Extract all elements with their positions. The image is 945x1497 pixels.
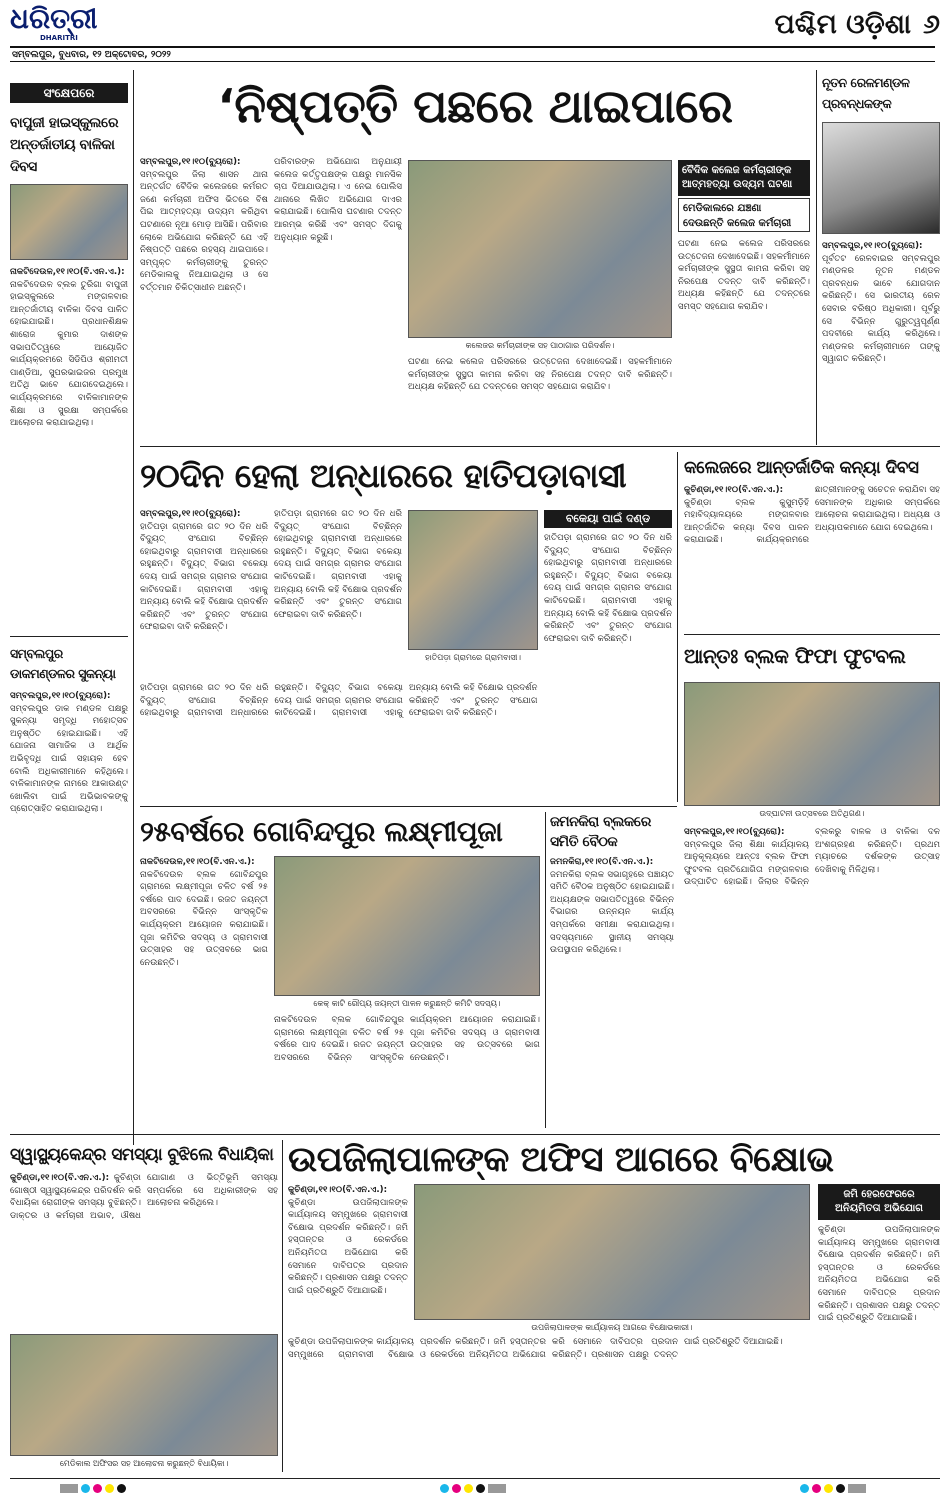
lead-body-mid: ପରିବାରଙ୍କ ଅଭିଯୋଗ ଅନୁଯାୟୀ କଲେଜ କର୍ତ୍ତୃପକ୍ଷଙ୍କ ପକ୍ଷରୁ ମାନସିକ ଚାପ ଦିଆଯାଉଥିଲା। ଏ ନେଇ ପୋଲିସ ଥାନାରେ ଲିଖିତ ଅଭିଯୋଗ ଦାଏର କରାଯାଇଛି। ପୋଲିସ ଘଟଣାର ତଦନ୍ତ ଆରମ୍ଭ କରିଛି ଏବଂ ସମସ୍ତ ଦିଗକୁ ଅନୁଧ୍ୟାନ କରୁଛି। xyxy=(274,157,402,243)
rail-portrait xyxy=(822,122,940,234)
puja-body-cont: ନାକଟିଦେଉଳ ବ୍ଲକ ଗୋବିନ୍ଦପୁର ଗ୍ରାମରେ ଲକ୍ଷ୍ମୀପୂଜା ଚଳିତ ବର୍ଷ ୨୫ ବର୍ଷରେ ପାଦ ଦେଇଛି। ରଜତ ଜୟନ୍ତୀ ଅବସରରେ ବିଭିନ୍ନ ସାଂସ୍କୃତିକ କାର୍ଯ୍ୟକ୍ରମ ଆୟୋଜନ କରାଯାଇଛି। ପୂଜା କମିଟିର ସଦସ୍ୟ ଓ ଗ୍ରାମବାସୀ ଉତ୍ସାହର ସହ ଉତ୍ସବରେ ଭାଗ ନେଉଛନ୍ତି। xyxy=(274,1015,540,1063)
protest-dateline: କୁଚିଣ୍ଡା,୧୧।୧୦(ବି.ଏନ.ଏ.): xyxy=(288,1185,388,1195)
dark-body-cont: ହାତିପଡ଼ା ଗ୍ରାମରେ ଗତ ୨୦ ଦିନ ଧରି ବିଦ୍ୟୁତ୍ ସଂଯୋଗ ବିଚ୍ଛିନ୍ନ ହୋଇଥିବାରୁ ଗ୍ରାମବାସୀ ଅନ୍ଧାରରେ ରହୁଛନ୍ତି। ବିଦ୍ୟୁତ୍ ବିଭାଗ ବକେୟା ଦେୟ ପାଇଁ ସମଗ୍ର ଗ୍ରାମର ସଂଯୋଗ କାଟିଦେଇଛି। ଗ୍ରାମବାସୀ ଏହାକୁ ଅନ୍ୟାୟ ବୋଲି କହି ବିକ୍ଷୋଭ ପ୍ରଦର୍ଶନ କରିଛନ୍ତି ଏବଂ ତୁରନ୍ତ ସଂଯୋଗ ଫେରାଇବା ଦାବି କରିଛନ୍ତି। xyxy=(274,509,402,620)
section-header xyxy=(700,4,940,46)
protest-continuation xyxy=(288,1336,810,1472)
committee-article xyxy=(550,856,674,1126)
dark-continuation xyxy=(140,682,672,800)
dark-col-3 xyxy=(544,532,672,678)
fifa-body: ସମ୍ବଲପୁର ଜିଲା ଶିକ୍ଷା କାର୍ଯ୍ୟାଳୟ ଆନୁକୂଲ୍ୟରେ ଆନ୍ତଃ ବ୍ଲକ ଫିଫା ଫୁଟବଲ ପ୍ରତିଯୋଗିତା ମଙ୍ଗଳବାର ଉଦ୍‌ଘାଟିତ ହୋଇଛି। ଜିଲାର ବିଭିନ୍ନ ବ୍ଲକରୁ ବାଳକ ଓ ବାଳିକା ଦଳ ଅଂଶଗ୍ରହଣ କରିଛନ୍ତି। ପ୍ରଥମ ମ୍ୟାଚରେ ଦର୍ଶକଙ୍କ ଉତ୍ସାହ ଦେଖିବାକୁ ମିଳିଥିଲା। xyxy=(684,827,940,888)
brief2-headline: ସମ୍ବଲପୁର ଡାକମଣ୍ଡଳର ସୁକନ୍ୟା xyxy=(10,646,116,681)
lead-kicker-badge: ବୈଦିକ କଲେଜ କର୍ମଚାରୀଙ୍କ ଆତ୍ମହତ୍ୟା ଉଦ୍ୟମ ଘଟଣା xyxy=(678,160,810,196)
girlday-article xyxy=(684,484,940,626)
health-headline: ସ୍ୱାସ୍ଥ୍ୟକେନ୍ଦ୍ର ସମସ୍ୟା ବୁଝିଲେ ବିଧାୟିକା xyxy=(10,1145,274,1165)
puja-continuation xyxy=(274,1014,540,1126)
dateline-bar xyxy=(10,46,935,62)
newspaper-logo xyxy=(10,4,100,46)
committee-headline: ଜମନକିରା ବ୍ଲକରେ ସମିତି ବୈଠକ xyxy=(550,814,651,850)
dark-caption: ହାତିପଡ଼ା ଗ୍ରାମରେ ଗ୍ରାମବାସୀ। xyxy=(425,653,521,662)
committee-dateline: ଜମନକିରା,୧୧।୧୦(ବି.ଏନ.ଏ.): xyxy=(550,857,654,867)
protest-headline: ଉପଜିଲାପାଳଙ୍କ ଅଫିସ ଆଗରେ ବିକ୍ଷୋଭ xyxy=(288,1140,834,1180)
rail-dateline: ସମ୍ବଲପୁର,୧୧।୧୦(ବ୍ୟୁରୋ): xyxy=(822,241,923,251)
dark-dateline: ସମ୍ବଲପୁର,୧୧।୧୦(ବ୍ୟୁରୋ): xyxy=(140,509,241,519)
lead-headline: ‘ନିଷ୍ପତ୍ତି ପଛରେ ଥାଇପାରେ xyxy=(217,79,733,133)
registration-marks-right xyxy=(800,1484,866,1493)
dark-body-right: ହାତିପଡ଼ା ଗ୍ରାମରେ ଗତ ୨୦ ଦିନ ଧରି ବିଦ୍ୟୁତ୍ ସଂଯୋଗ ବିଚ୍ଛିନ୍ନ ହୋଇଥିବାରୁ ଗ୍ରାମବାସୀ ଅନ୍ଧାରରେ ରହୁଛନ୍ତି। ବିଦ୍ୟୁତ୍ ବିଭାଗ ବକେୟା ଦେୟ ପାଇଁ ସମଗ୍ର ଗ୍ରାମର ସଂଯୋଗ କାଟିଦେଇଛି। ଗ୍ରାମବାସୀ ଏହାକୁ ଅନ୍ୟାୟ ବୋଲି କହି ବିକ୍ଷୋଭ ପ୍ରଦର୍ଶନ କରିଛନ୍ତି ଏବଂ ତୁରନ୍ତ ସଂଯୋଗ ଫେରାଇବା ଦାବି କରିଛନ୍ତି। xyxy=(544,533,672,644)
protest-side-body: କୁଚିଣ୍ଡା ଉପଜିଲାପାଳଙ୍କ କାର୍ଯ୍ୟାଳୟ ସମ୍ମୁଖରେ ଗ୍ରାମବାସୀ ବିକ୍ଷୋଭ ପ୍ରଦର୍ଶନ କରିଛନ୍ତି। ଜମି ହସ୍ତାନ୍ତର ଓ ରେକର୍ଡରେ ଅନିୟମିତତା ଅଭିଯୋଗ କରି ସେମାନେ ଦାବିପତ୍ର ପ୍ରଦାନ କରିଛନ୍ତି। ପ୍ରଶାସନ ପକ୍ଷରୁ ତଦନ୍ତ ପାଇଁ ପ୍ରତିଶ୍ରୁତି ଦିଆଯାଇଛି। xyxy=(818,1225,940,1324)
fifa-article xyxy=(684,826,940,1128)
health-dateline: କୁଚିଣ୍ଡା,୧୧।୧୦(ବି.ଏନ.ଏ.): xyxy=(10,1173,110,1183)
brief-dateline: ନାକଟିଦେଉଳ,୧୧।୧୦(ବି.ଏନ.ଏ.): xyxy=(10,267,125,277)
girlday-headline: କଲେଜରେ ଆନ୍ତର୍ଜାତିକ କନ୍ୟା ଦିବସ xyxy=(684,458,919,478)
lead-photo xyxy=(408,160,672,338)
lead-dateline: ସମ୍ବଲପୁର,୧୧।୧୦(ବ୍ୟୁରୋ): xyxy=(140,157,241,167)
girlday-dateline: କୁଚିଣ୍ଡା,୧୧।୧୦(ବି.ଏନ.ଏ.): xyxy=(684,485,784,495)
dark-col-1 xyxy=(140,508,268,678)
brief-photo xyxy=(10,184,128,260)
fifa-dateline: ସମ୍ବଲପୁର,୧୧।୧୦(ବ୍ୟୁରୋ): xyxy=(684,827,785,837)
logo-text: ଧରିତ୍ରୀ xyxy=(10,4,98,35)
registration-marks-center xyxy=(440,1484,506,1493)
fifa-photo xyxy=(684,682,940,806)
brief-label: ସଂକ୍ଷେପରେ xyxy=(10,83,128,103)
committee-body: ଜମନକିରା ବ୍ଲକ ସଭାଗୃହରେ ପଞ୍ଚାୟତ ସମିତି ବୈଠକ ଅନୁଷ୍ଠିତ ହୋଇଯାଇଛି। ଅଧ୍ୟକ୍ଷଙ୍କ ସଭାପତିତ୍ୱରେ ବିଭିନ୍ନ ବିଭାଗର ଉନ୍ନୟନ କାର୍ଯ୍ୟ ସମ୍ପର୍କରେ ସମୀକ୍ଷା କରାଯାଇଥିଲା। ସଦସ୍ୟମାନେ ସ୍ଥାନୀୟ ସମସ୍ୟା ଉପସ୍ଥାପନ କରିଥିଲେ। xyxy=(550,869,674,956)
lead-col-4 xyxy=(678,238,810,436)
protest-body: କୁଚିଣ୍ଡା ଉପଜିଲାପାଳଙ୍କ କାର୍ଯ୍ୟାଳୟ ସମ୍ମୁଖରେ ଗ୍ରାମବାସୀ ବିକ୍ଷୋଭ ପ୍ରଦର୍ଶନ କରିଛନ୍ତି। ଜମି ହସ୍ତାନ୍ତର ଓ ରେକର୍ଡରେ ଅନିୟମିତତା ଅଭିଯୋଗ କରି ସେମାନେ ଦାବିପତ୍ର ପ୍ରଦାନ କରିଛନ୍ତି। ପ୍ରଶାସନ ପକ୍ଷରୁ ତଦନ୍ତ ପାଇଁ ପ୍ରତିଶ୍ରୁତି ଦିଆଯାଇଛି। xyxy=(288,1197,408,1296)
dark-body-bottom: ହାତିପଡ଼ା ଗ୍ରାମରେ ଗତ ୨୦ ଦିନ ଧରି ବିଦ୍ୟୁତ୍ ସଂଯୋଗ ବିଚ୍ଛିନ୍ନ ହୋଇଥିବାରୁ ଗ୍ରାମବାସୀ ଅନ୍ଧାରରେ ରହୁଛନ୍ତି। ବିଦ୍ୟୁତ୍ ବିଭାଗ ବକେୟା ଦେୟ ପାଇଁ ସମଗ୍ର ଗ୍ରାମର ସଂଯୋଗ କାଟିଦେଇଛି। ଗ୍ରାମବାସୀ ଏହାକୁ ଅନ୍ୟାୟ ବୋଲି କହି ବିକ୍ଷୋଭ ପ୍ରଦର୍ଶନ କରିଛନ୍ତି ଏବଂ ତୁରନ୍ତ ସଂଯୋଗ ଫେରାଇବା ଦାବି କରିଛନ୍ତି। xyxy=(140,683,538,719)
lead-col-3 xyxy=(408,356,672,436)
lead-kicker-sub: ମେଡିକାଲରେ ଯଞ୍ଚଣା ଦେଉଛନ୍ତି କଲେଜ କର୍ମଚାରୀ xyxy=(678,198,810,232)
protest-side-article xyxy=(818,1224,940,1472)
brief2-dateline: ସମ୍ବଲପୁର,୧୧।୧୦(ବ୍ୟୁରୋ): xyxy=(10,691,111,701)
rail-headline: ନୂତନ ରେଳମଣ୍ଡଳ ପ୍ରବନ୍ଧକଙ୍କ xyxy=(822,75,910,111)
dark-kicker: ବକେୟା ପାଇଁ ଦଣ୍ଡ xyxy=(544,510,672,528)
puja-col-1 xyxy=(140,856,268,1126)
page-number: ୬ xyxy=(923,9,940,40)
health-caption: ମେଡିକାଲ ଅଫିସର ସହ ଆଲୋଚନା କରୁଛନ୍ତି ବିଧାୟିକା। xyxy=(59,1459,229,1468)
rail-body: ପୂର୍ବତଟ ରେଳବାଇର ସମ୍ବଲପୁର ମଣ୍ଡଳର ନୂତନ ମଣ୍ଡଳ ପ୍ରବନ୍ଧକ ଭାବେ ଯୋଗଦାନ କରିଛନ୍ତି। ସେ ଭାରତୀୟ ରେଳ ସେବାର ବରିଷ୍ଠ ଅଧିକାରୀ। ପୂର୍ବରୁ ସେ ବିଭିନ୍ନ ଗୁରୁତ୍ୱପୂର୍ଣ୍ଣ ପଦବୀରେ କାର୍ଯ୍ୟ କରିଥିଲେ। ମଣ୍ଡଳର କର୍ମଚାରୀମାନେ ତାଙ୍କୁ ସ୍ୱାଗତ କରିଛନ୍ତି। xyxy=(822,253,940,365)
lead-caption: କଲେଜର କର୍ମଚାରୀଙ୍କ ସହ ପାଠାଗାର ପରିଦର୍ଶନ। xyxy=(465,341,615,350)
rail-article xyxy=(822,240,940,440)
puja-photo xyxy=(274,856,540,996)
fifa-caption: ଉଦ୍‌ଘାଟନୀ ଉତ୍ସବରେ ଅତିଥିଗଣ। xyxy=(759,809,865,818)
brief-headline: ବାପୁଜୀ ହାଇସ୍କୁଲରେ ଅନ୍ତର୍ଜାତୀୟ ବାଳିକା ଦିବସ xyxy=(10,115,119,175)
dark-photo xyxy=(408,510,538,650)
protest-side-badge: ଜମି ହେରଫେରରେ ଅନିୟମିତତା ଅଭିଯୋଗ xyxy=(818,1184,940,1220)
lead-col-2 xyxy=(274,156,402,436)
dark-headline: ୨୦ଦିନ ହେଲା ଅନ୍ଧାରରେ ହାତିପଡ଼ାବାସୀ xyxy=(140,456,627,495)
logo-subtext: DHARITRI xyxy=(40,34,78,42)
health-body: କୁଚିଣ୍ଡା ଗୋଷ୍ଠୀ ସ୍ୱାସ୍ଥ୍ୟକେନ୍ଦ୍ର ପରିଦର୍ଶନ କରି ବିଧାୟିକା ରୋଗୀଙ୍କ ସମସ୍ୟା ବୁଝିଛନ୍ତି। ଡାକ୍ତର ଓ କର୍ମଚାରୀ ଅଭାବ, ଔଷଧ ଯୋଗାଣ ଓ ଭିତ୍ତିଭୂମି ସମସ୍ୟା ସମ୍ପର୍କରେ ସେ ଅଧିକାରୀଙ୍କ ସହ ଆଲୋଚନା କରିଥିଲେ। xyxy=(10,1173,278,1221)
protest-photo xyxy=(414,1184,810,1320)
issue-dateline: ସମ୍ବଲପୁର, ବୁଧବାର, ୧୨ ଅକ୍ଟୋବର, ୨୦୨୨ xyxy=(12,50,171,60)
registration-marks-left xyxy=(60,1484,126,1493)
lead-body-left: ସମ୍ବଲପୁର ଜିଲା ଶାସନ ଥାନା ଅନ୍ତର୍ଗତ ବୈଦିକ କଲେଜରେ କର୍ମରତ ଜଣେ କର୍ମଚାରୀ ଅଫିସ ଭିତରେ ବିଷ ପିଇ ଆତ୍ମହତ୍ୟା ଉଦ୍ୟମ କରିଥିବା ଘଟଣାରେ ନୂଆ ମୋଡ଼ ଆସିଛି। ପରିବାର ଲୋକେ ଅଭିଯୋଗ କରିଛନ୍ତି ଯେ ଏହି ନିଷ୍ପତ୍ତି ପଛରେ ରହସ୍ୟ ଥାଇପାରେ। ସମ୍ପୃକ୍ତ କର୍ମଚାରୀଙ୍କୁ ତୁରନ୍ତ ମେଡିକାଲକୁ ନିଆଯାଇଥିଲା ଓ ସେ ବର୍ତ୍ତମାନ ଚିକିତ୍ସାଧୀନ ଅଛନ୍ତି। xyxy=(140,169,268,293)
section-title: ପଶ୍ଚିମ ଓଡ଼ିଶା xyxy=(774,9,912,40)
protest-caption: ଉପଜିଲାପାଳଙ୍କ କାର୍ଯ୍ୟାଳୟ ଆଗରେ ବିକ୍ଷୋଭକାରୀ। xyxy=(531,1323,693,1332)
brief-body: ନାକଟିଦେଉଳ ବ୍ଲକ ତୁରିଗା ବାପୁଜୀ ହାଇସ୍କୁଲରେ ମଙ୍ଗଳବାର ଆନ୍ତର୍ଜାତୀୟ ବାଳିକା ଦିବସ ପାଳିତ ହୋଇଯାଇଛି। ପ୍ରଧାନଶିକ୍ଷକ ଶାରୋଜ କୁମାର ଦାଶଙ୍କ ସଭାପତିତ୍ୱରେ ଆୟୋଜିତ କାର୍ଯ୍ୟକ୍ରମରେ ସିଡିପିଓ ଶ୍ରୀମତୀ ପାଣ୍ଡିଆ, ସୁପରଭାଇଜର ପ୍ରମୁଖ ଅତିଥି ଭାବେ ଯୋଗଦେଇଥିଲେ। କାର୍ଯ୍ୟକ୍ରମରେ ବାଳିକାମାନଙ୍କ ଶିକ୍ଷା ଓ ସୁରକ୍ଷା ସମ୍ପର୍କରେ ଆଲୋଚନା କରାଯାଇଥିଲା। xyxy=(10,279,128,429)
lead-body-right: ଘଟଣା ନେଇ କଲେଜ ପରିସରରେ ଉତ୍ତେଜନା ଦେଖାଦେଇଛି। ସହକର୍ମୀମାନେ କର୍ମଚାରୀଙ୍କ ସୁସ୍ଥତା କାମନା କରିବା ସହ ନିରପେକ୍ଷ ତଦନ୍ତ ଦାବି କରିଛନ୍ତି। ଅଧ୍ୟକ୍ଷ କହିଛନ୍ତି ଯେ ତଦନ୍ତରେ ସମସ୍ତ ସହଯୋଗ କରାଯିବ। xyxy=(408,357,672,393)
brief-article xyxy=(10,266,128,616)
lead-body-right-cont: ଘଟଣା ନେଇ କଲେଜ ପରିସରରେ ଉତ୍ତେଜନା ଦେଖାଦେଇଛି। ସହକର୍ମୀମାନେ କର୍ମଚାରୀଙ୍କ ସୁସ୍ଥତା କାମନା କରିବା ସହ ନିରପେକ୍ଷ ତଦନ୍ତ ଦାବି କରିଛନ୍ତି। ଅଧ୍ୟକ୍ଷ କହିଛନ୍ତି ଯେ ତଦନ୍ତରେ ସମସ୍ତ ସହଯୋଗ କରାଯିବ। xyxy=(678,239,810,312)
brief2-body: ସମ୍ବଲପୁର ଡାକ ମଣ୍ଡଳ ପକ୍ଷରୁ ସୁକନ୍ୟା ସମୃଦ୍ଧି ମହୋତ୍ସବ ଅନୁଷ୍ଠିତ ହୋଇଯାଇଛି। ଏହି ଯୋଜନା ସାମାଜିକ ଓ ଆର୍ଥିକ ଅଭିବୃଦ୍ଧି ପାଇଁ ସହାୟକ ହେବ ବୋଲି ଅଧିକାରୀମାନେ କହିଥିଲେ। ବାଳିକାମାନଙ୍କ ନାମରେ ଆକାଉଣ୍ଟ ଖୋଲିବା ପାଇଁ ଅଭିଭାବକଙ୍କୁ ପ୍ରୋତ୍ସାହିତ କରାଯାଇଥିଲା। xyxy=(10,703,128,815)
dark-col-2 xyxy=(274,508,402,678)
protest-body-cont: କୁଚିଣ୍ଡା ଉପଜିଲାପାଳଙ୍କ କାର୍ଯ୍ୟାଳୟ ସମ୍ମୁଖରେ ଗ୍ରାମବାସୀ ବିକ୍ଷୋଭ ପ୍ରଦର୍ଶନ କରିଛନ୍ତି। ଜମି ହସ୍ତାନ୍ତର ଓ ରେକର୍ଡରେ ଅନିୟମିତତା ଅଭିଯୋଗ କରି ସେମାନେ ଦାବିପତ୍ର ପ୍ରଦାନ କରିଛନ୍ତି। ପ୍ରଶାସନ ପକ୍ଷରୁ ତଦନ୍ତ ପାଇଁ ପ୍ରତିଶ୍ରୁତି ଦିଆଯାଇଛି। xyxy=(288,1337,783,1360)
dark-body: ହାତିପଡ଼ା ଗ୍ରାମରେ ଗତ ୨୦ ଦିନ ଧରି ବିଦ୍ୟୁତ୍ ସଂଯୋଗ ବିଚ୍ଛିନ୍ନ ହୋଇଥିବାରୁ ଗ୍ରାମବାସୀ ଅନ୍ଧାରରେ ରହୁଛନ୍ତି। ବିଦ୍ୟୁତ୍ ବିଭାଗ ବକେୟା ଦେୟ ପାଇଁ ସମଗ୍ର ଗ୍ରାମର ସଂଯୋଗ କାଟିଦେଇଛି। ଗ୍ରାମବାସୀ ଏହାକୁ ଅନ୍ୟାୟ ବୋଲି କହି ବିକ୍ଷୋଭ ପ୍ରଦର୍ଶନ କରିଛନ୍ତି ଏବଂ ତୁରନ୍ତ ସଂଯୋଗ ଫେରାଇବା ଦାବି କରିଛନ୍ତି। xyxy=(140,521,268,633)
fifa-headline: ଆନ୍ତଃ ବ୍ଲକ ଫିଫା ଫୁଟବଲ xyxy=(684,644,906,668)
puja-caption: କେକ୍ କାଟି ରୌପ୍ୟ ଜୟନ୍ତୀ ପାଳନ କରୁଛନ୍ତି କମିଟି ସଦସ୍ୟ। xyxy=(313,999,501,1008)
puja-dateline: ନାକଟିଦେଉଳ,୧୧।୧୦(ବି.ଏନ.ଏ.): xyxy=(140,857,255,867)
protest-col-1 xyxy=(288,1184,408,1328)
puja-headline: ୨୫ବର୍ଷରେ ଗୋବିନ୍ଦପୁର ଲକ୍ଷ୍ମୀପୂଜା xyxy=(140,815,503,848)
health-photo xyxy=(10,1334,278,1456)
lead-col-1 xyxy=(140,156,268,436)
girlday-body: କୁଚିଣ୍ଡା ବ୍ଲକ କୁସୁମଡ଼ିହି ମହାବିଦ୍ୟାଳୟରେ ମଙ୍ଗଳବାର ଆନ୍ତର୍ଜାତିକ କନ୍ୟା ଦିବସ ପାଳନ କରାଯାଇଛି। କାର୍ଯ୍ୟକ୍ରମରେ ଛାତ୍ରୀମାନଙ୍କୁ ସଚେତନ କରାଯିବା ସହ ସେମାନଙ୍କ ଅଧିକାର ସମ୍ପର୍କରେ ଆଲୋଚନା କରାଯାଇଥିଲା। ଅଧ୍ୟକ୍ଷ ଓ ଅଧ୍ୟାପକମାନେ ଯୋଗ ଦେଇଥିଲେ। xyxy=(684,485,940,546)
health-article xyxy=(10,1172,278,1328)
brief2-article xyxy=(10,690,128,1140)
puja-body: ନାକଟିଦେଉଳ ବ୍ଲକ ଗୋବିନ୍ଦପୁର ଗ୍ରାମରେ ଲକ୍ଷ୍ମୀପୂଜା ଚଳିତ ବର୍ଷ ୨୫ ବର୍ଷରେ ପାଦ ଦେଇଛି। ରଜତ ଜୟନ୍ତୀ ଅବସରରେ ବିଭିନ୍ନ ସାଂସ୍କୃତିକ କାର୍ଯ୍ୟକ୍ରମ ଆୟୋଜନ କରାଯାଇଛି। ପୂଜା କମିଟିର ସଦସ୍ୟ ଓ ଗ୍ରାମବାସୀ ଉତ୍ସାହର ସହ ଉତ୍ସବରେ ଭାଗ ନେଉଛନ୍ତି। xyxy=(140,869,268,968)
